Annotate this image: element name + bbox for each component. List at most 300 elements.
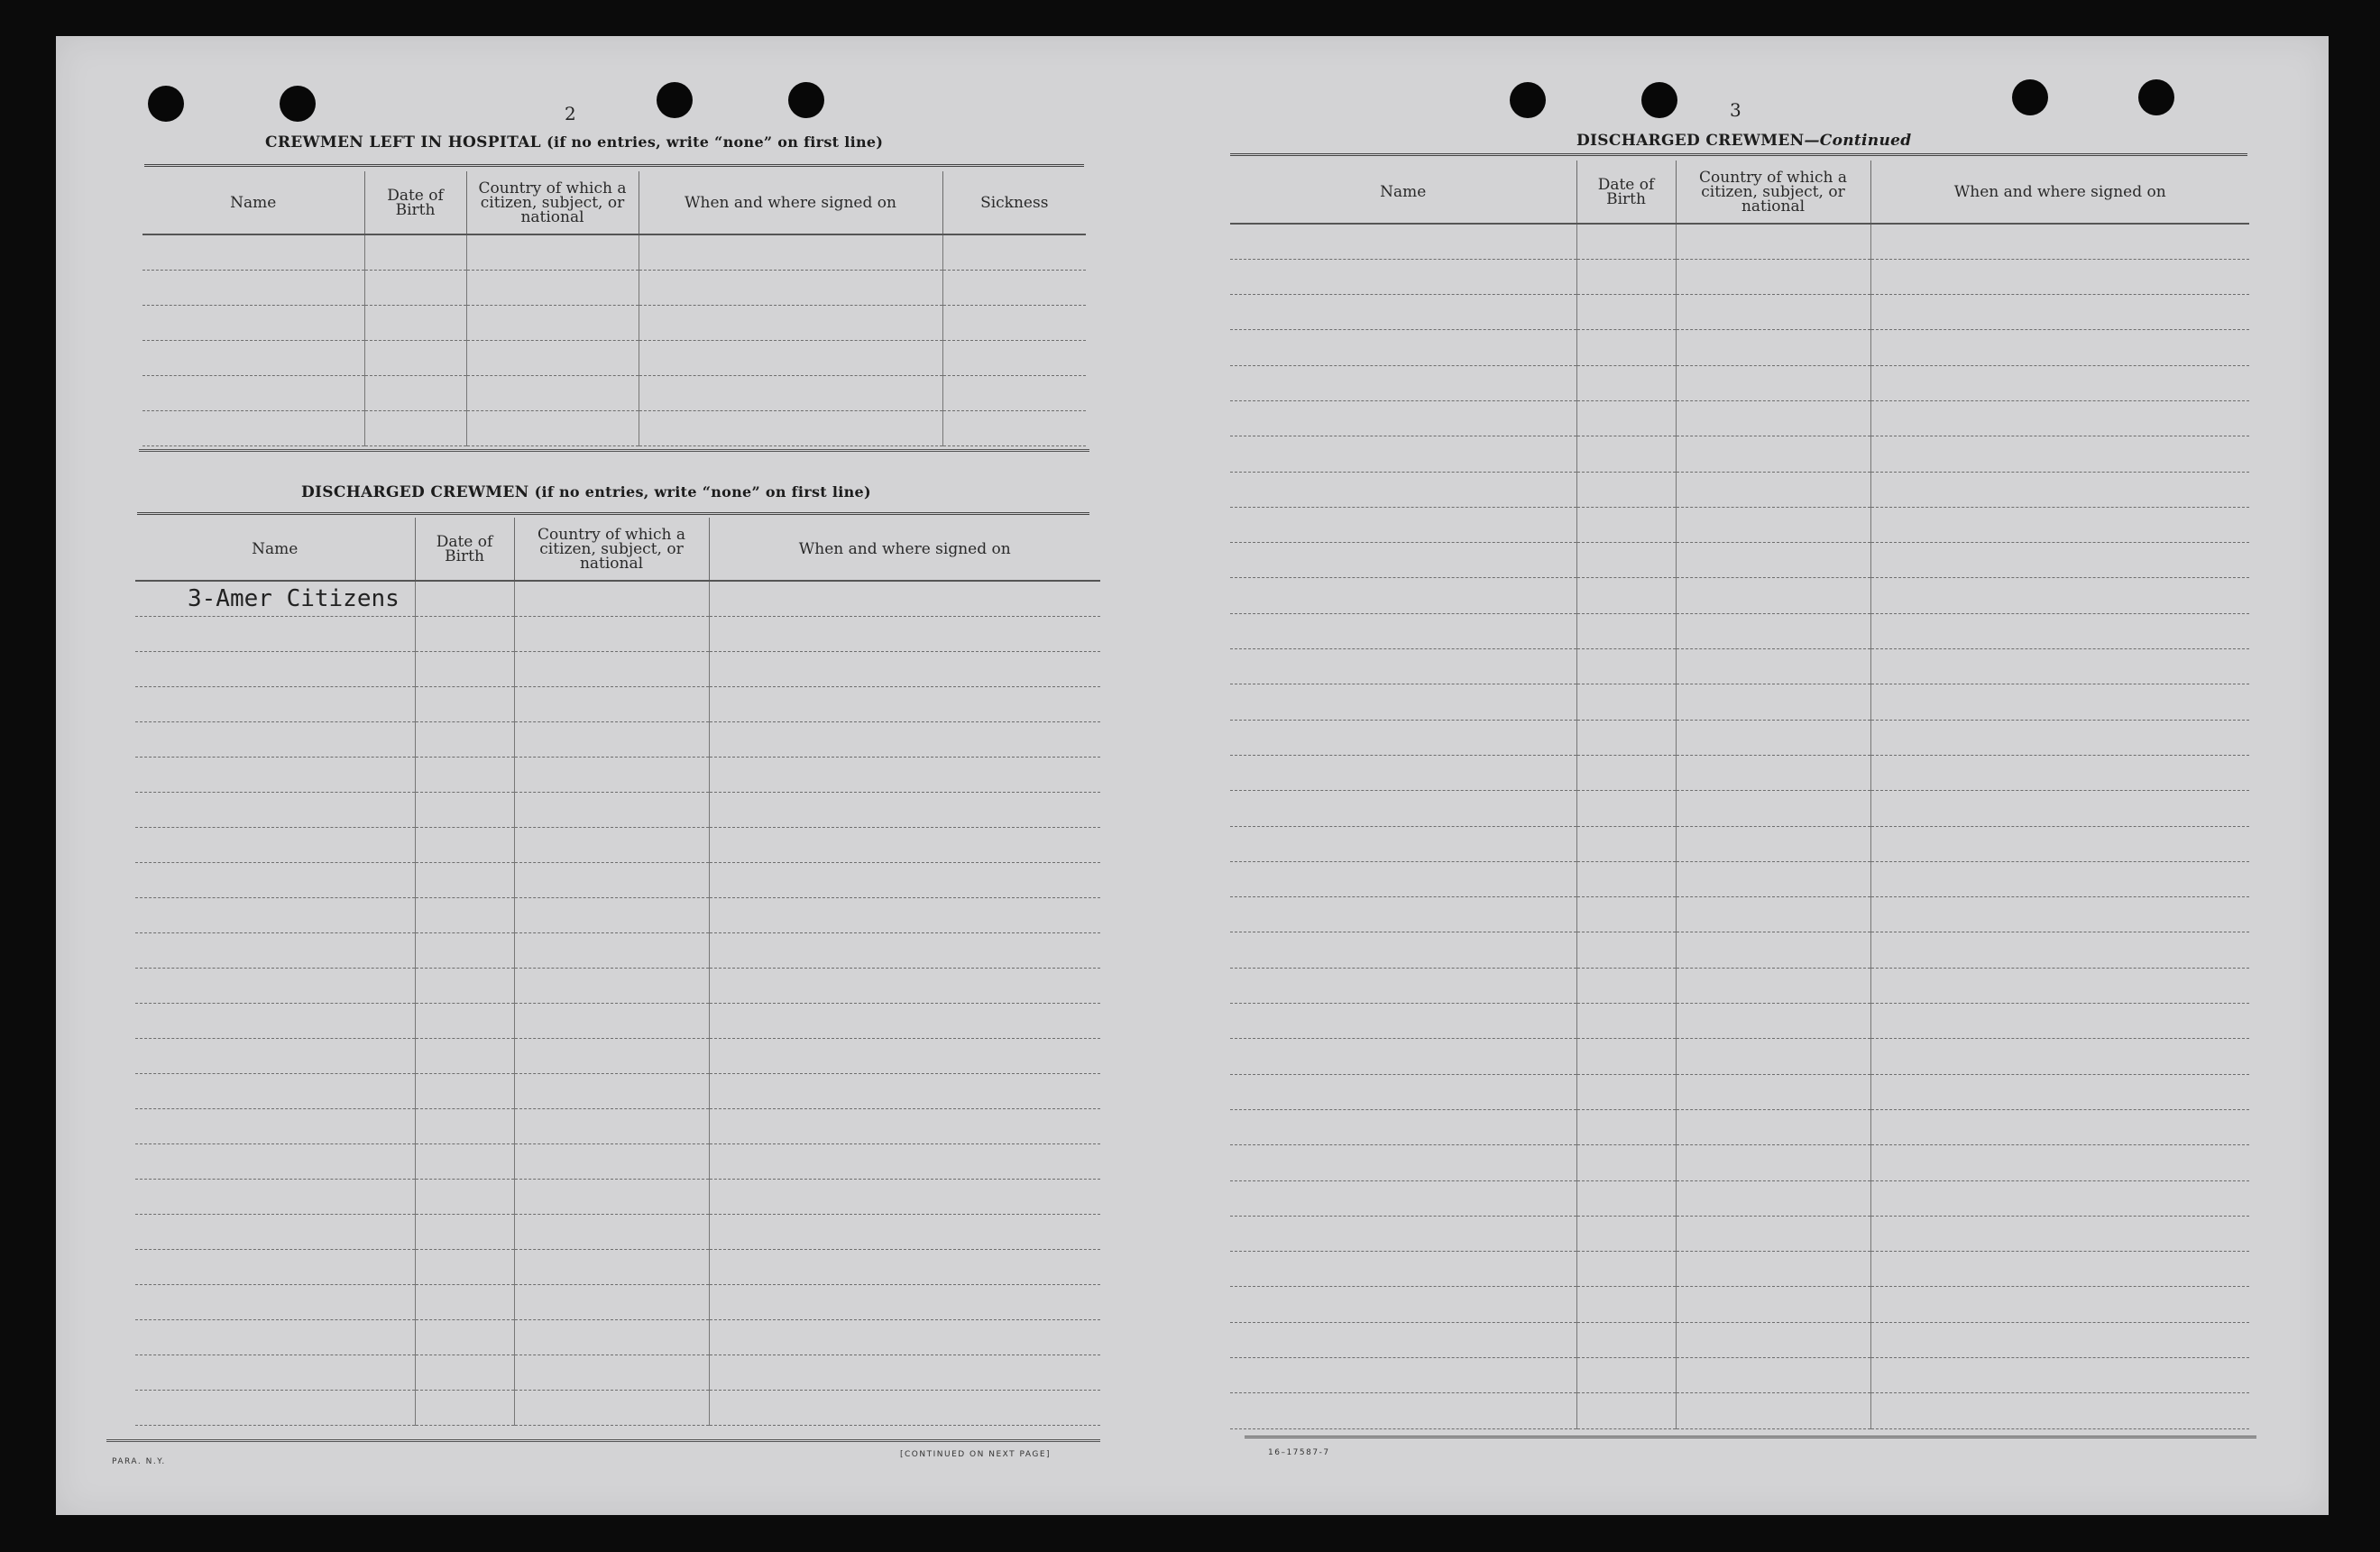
table-cell — [709, 616, 1100, 651]
punch-hole — [1641, 82, 1677, 118]
table-cell — [1230, 1287, 1576, 1322]
table-cell — [514, 616, 709, 651]
table-row — [135, 1143, 1100, 1179]
table-cell — [1230, 1074, 1576, 1109]
table-cell — [1230, 365, 1576, 400]
document-sheet — [56, 36, 2329, 1515]
table-cell — [364, 410, 466, 445]
table-row — [135, 581, 1100, 616]
table-cell — [514, 1003, 709, 1038]
table-cell — [1870, 436, 2249, 472]
table-cell — [1230, 897, 1576, 932]
table-cell — [639, 270, 942, 305]
table-cell — [1870, 1287, 2249, 1322]
table-cell — [1576, 1180, 1676, 1216]
table-row — [135, 1390, 1100, 1425]
footer-printer: PARA. N.Y. — [112, 1457, 166, 1466]
table-cell — [135, 792, 415, 827]
table-cell — [1230, 1252, 1576, 1287]
table-cell — [1576, 932, 1676, 968]
page-number-right: 3 — [1730, 99, 1741, 121]
punch-hole — [788, 82, 824, 118]
table-cell — [1230, 507, 1576, 542]
table-cell — [1676, 400, 1870, 436]
table-row — [1230, 1322, 2249, 1357]
table-cell — [1230, 861, 1576, 896]
table-cell — [709, 1108, 1100, 1143]
table-cell — [709, 686, 1100, 721]
hospital-note: (if no entries, write “none” on first line) — [547, 133, 884, 151]
table-cell — [415, 968, 514, 1003]
table-cell — [1576, 400, 1676, 436]
table-cell — [415, 1179, 514, 1214]
table-row — [142, 305, 1086, 340]
table-cell — [135, 1108, 415, 1143]
table-cell — [1870, 1145, 2249, 1180]
table-cell — [1676, 861, 1870, 896]
table-cell — [1676, 1180, 1870, 1216]
table-row — [1230, 295, 2249, 330]
discharged-header-name: Name — [135, 518, 415, 581]
table-cell — [1230, 1145, 1576, 1180]
table-cell — [1230, 1393, 1576, 1428]
table-cell — [135, 686, 415, 721]
table-cell — [1576, 1393, 1676, 1428]
table-cell — [1676, 791, 1870, 826]
table-cell — [709, 1003, 1100, 1038]
table-cell — [1230, 1039, 1576, 1074]
table-cell — [1576, 897, 1676, 932]
table-cell — [1676, 259, 1870, 294]
table-cell — [1870, 1393, 2249, 1428]
table-row — [135, 862, 1100, 897]
table-cell — [1870, 649, 2249, 684]
right-discharged-table — [1230, 161, 2249, 1429]
table-cell — [1576, 578, 1676, 613]
table-cell — [135, 721, 415, 757]
table-cell — [1676, 968, 1870, 1003]
table-row — [1230, 649, 2249, 684]
table-cell — [1230, 720, 1576, 755]
table-cell — [466, 305, 639, 340]
table-cell — [1870, 224, 2249, 259]
table-cell — [1870, 1216, 2249, 1251]
table-cell — [514, 932, 709, 968]
table-cell — [135, 1038, 415, 1073]
table-cell — [1870, 861, 2249, 896]
right-header-dob: Date of Birth — [1576, 161, 1676, 224]
table-cell — [1870, 472, 2249, 507]
hospital-header-sickness: Sickness — [942, 171, 1086, 234]
table-cell — [942, 340, 1086, 375]
table-cell — [1870, 578, 2249, 613]
table-cell — [1576, 1145, 1676, 1180]
discharged-header-dob: Date of Birth — [415, 518, 514, 581]
table-cell — [466, 410, 639, 445]
table-cell — [1870, 791, 2249, 826]
table-cell — [1230, 1322, 1576, 1357]
table-cell — [1676, 1252, 1870, 1287]
table-cell — [514, 1179, 709, 1214]
table-cell — [1576, 472, 1676, 507]
table-cell — [514, 862, 709, 897]
table-cell — [1676, 1393, 1870, 1428]
table-row — [1230, 578, 2249, 613]
table-row — [142, 410, 1086, 445]
discharged-header-country: Country of which a citizen, subject, or national — [514, 518, 709, 581]
table-cell — [1676, 755, 1870, 790]
table-row — [1230, 365, 2249, 400]
table-row — [135, 1214, 1100, 1249]
table-cell — [135, 1073, 415, 1108]
table-row — [1230, 791, 2249, 826]
table-cell — [135, 1284, 415, 1319]
table-row — [135, 1284, 1100, 1319]
table-cell — [1230, 968, 1576, 1003]
punch-hole — [148, 86, 184, 122]
table-cell — [709, 757, 1100, 792]
table-cell — [364, 375, 466, 410]
table-row — [135, 651, 1100, 686]
table-cell — [709, 1179, 1100, 1214]
hospital-header-name: Name — [142, 171, 364, 234]
table-cell — [135, 1249, 415, 1284]
punch-hole — [2012, 79, 2048, 115]
table-cell — [1230, 649, 1576, 684]
table-cell — [709, 1143, 1100, 1179]
footer-form-number: 16–17587-7 — [1268, 1448, 1330, 1457]
table-cell — [709, 968, 1100, 1003]
table-cell — [415, 897, 514, 932]
table-cell — [415, 1214, 514, 1249]
table-cell — [1576, 1039, 1676, 1074]
table-cell — [142, 305, 364, 340]
table-row — [142, 375, 1086, 410]
table-cell — [514, 1355, 709, 1390]
table-row — [135, 1108, 1100, 1143]
table-cell — [514, 757, 709, 792]
table-row — [142, 270, 1086, 305]
table-cell — [709, 1390, 1100, 1425]
table-row — [1230, 1393, 2249, 1428]
table-cell — [1230, 613, 1576, 648]
table-row — [135, 1038, 1100, 1073]
discharged-bottom-rule — [106, 1439, 1100, 1442]
table-row — [1230, 1358, 2249, 1393]
table-cell — [1676, 507, 1870, 542]
table-cell — [415, 1003, 514, 1038]
discharged-title: DISCHARGED CREWMEN — [301, 483, 529, 501]
table-cell — [1576, 968, 1676, 1003]
table-cell — [709, 897, 1100, 932]
table-cell — [639, 410, 942, 445]
table-cell — [1870, 295, 2249, 330]
table-cell — [1230, 400, 1576, 436]
table-cell — [514, 721, 709, 757]
table-cell — [1870, 1322, 2249, 1357]
table-cell — [1576, 224, 1676, 259]
table-cell — [135, 757, 415, 792]
table-cell — [514, 1249, 709, 1284]
table-cell — [1676, 578, 1870, 613]
table-cell — [1576, 1216, 1676, 1251]
table-cell — [142, 340, 364, 375]
table-cell — [1676, 1074, 1870, 1109]
table-row — [135, 827, 1100, 862]
table-cell — [415, 581, 514, 616]
table-row — [1230, 1180, 2249, 1216]
table-row — [1230, 259, 2249, 294]
table-cell — [135, 1143, 415, 1179]
table-cell — [1870, 1004, 2249, 1039]
table-cell — [514, 1284, 709, 1319]
table-cell — [135, 616, 415, 651]
table-cell — [135, 1319, 415, 1355]
table-cell — [514, 897, 709, 932]
table-cell — [1576, 1358, 1676, 1393]
table-cell — [639, 234, 942, 270]
table-row — [1230, 543, 2249, 578]
table-cell — [415, 651, 514, 686]
first-entry-text: 3-Amer Citizens — [135, 581, 415, 616]
right-header-name: Name — [1230, 161, 1576, 224]
table-cell — [1230, 826, 1576, 861]
table-cell — [514, 1214, 709, 1249]
table-cell — [1676, 543, 1870, 578]
table-cell — [1676, 684, 1870, 720]
right-title-continued: —Continued — [1804, 132, 1912, 150]
table-cell — [1870, 897, 2249, 932]
table-cell — [709, 792, 1100, 827]
table-cell — [1230, 578, 1576, 613]
table-cell — [1676, 932, 1870, 968]
table-cell — [1230, 684, 1576, 720]
table-row — [135, 792, 1100, 827]
footer-continued: [CONTINUED ON NEXT PAGE] — [900, 1450, 1052, 1459]
punch-hole — [657, 82, 693, 118]
table-row — [1230, 330, 2249, 365]
table-cell — [1676, 472, 1870, 507]
table-cell — [1230, 1358, 1576, 1393]
table-cell — [709, 932, 1100, 968]
table-cell — [1676, 897, 1870, 932]
table-cell — [1676, 1145, 1870, 1180]
table-cell — [1576, 791, 1676, 826]
table-cell — [1870, 365, 2249, 400]
punch-hole — [280, 86, 316, 122]
table-cell — [415, 686, 514, 721]
table-cell — [942, 270, 1086, 305]
right-header-signed: When and where signed on — [1870, 161, 2249, 224]
table-cell — [1576, 259, 1676, 294]
table-row — [1230, 1074, 2249, 1109]
table-row — [135, 932, 1100, 968]
punch-hole — [1510, 82, 1546, 118]
table-cell — [1230, 1216, 1576, 1251]
table-cell — [1676, 1109, 1870, 1144]
table-row — [1230, 826, 2249, 861]
table-cell — [514, 1038, 709, 1073]
table-cell — [1676, 720, 1870, 755]
table-cell — [709, 1214, 1100, 1249]
table-cell — [1676, 1358, 1870, 1393]
table-cell — [1576, 543, 1676, 578]
table-cell — [1870, 684, 2249, 720]
discharged-top-rule — [137, 512, 1089, 515]
table-cell — [415, 827, 514, 862]
table-cell — [942, 234, 1086, 270]
table-cell — [1870, 826, 2249, 861]
table-row — [135, 1179, 1100, 1214]
table-cell — [1676, 1287, 1870, 1322]
table-row — [135, 616, 1100, 651]
table-cell — [1676, 1322, 1870, 1357]
table-row — [135, 757, 1100, 792]
hospital-bottom-rule — [139, 449, 1089, 452]
table-cell — [709, 1319, 1100, 1355]
table-cell — [1576, 720, 1676, 755]
table-row — [1230, 507, 2249, 542]
table-cell — [514, 827, 709, 862]
table-cell — [639, 305, 942, 340]
table-cell — [709, 1038, 1100, 1073]
table-row — [1230, 472, 2249, 507]
table-cell — [1870, 400, 2249, 436]
table-cell — [1230, 791, 1576, 826]
table-cell — [1230, 1180, 1576, 1216]
table-cell — [1870, 613, 2249, 648]
table-row — [135, 1249, 1100, 1284]
table-cell — [1230, 543, 1576, 578]
hospital-top-rule — [144, 164, 1084, 167]
punch-hole — [2138, 79, 2174, 115]
table-cell — [1576, 295, 1676, 330]
table-cell — [1870, 543, 2249, 578]
table-cell — [1576, 826, 1676, 861]
table-row — [1230, 224, 2249, 259]
table-cell — [466, 375, 639, 410]
table-cell — [709, 721, 1100, 757]
table-cell — [1870, 259, 2249, 294]
table-cell — [514, 651, 709, 686]
table-row — [1230, 1109, 2249, 1144]
table-row — [1230, 1039, 2249, 1074]
table-row — [1230, 684, 2249, 720]
table-cell — [1576, 1004, 1676, 1039]
table-cell — [1230, 295, 1576, 330]
table-cell — [514, 1143, 709, 1179]
table-cell — [415, 1073, 514, 1108]
table-cell — [415, 1355, 514, 1390]
table-cell — [639, 340, 942, 375]
table-cell — [1230, 472, 1576, 507]
table-cell — [135, 1179, 415, 1214]
table-cell — [1870, 1358, 2249, 1393]
right-top-rule — [1230, 153, 2247, 156]
table-cell — [135, 827, 415, 862]
table-cell — [1230, 436, 1576, 472]
table-cell — [1870, 1180, 2249, 1216]
table-cell — [1576, 507, 1676, 542]
table-cell — [142, 410, 364, 445]
table-cell — [135, 968, 415, 1003]
table-row — [135, 721, 1100, 757]
table-cell — [1576, 1252, 1676, 1287]
table-cell — [1676, 826, 1870, 861]
table-row — [1230, 897, 2249, 932]
table-cell — [1576, 1109, 1676, 1144]
table-cell — [1230, 259, 1576, 294]
table-row — [1230, 755, 2249, 790]
table-row — [135, 897, 1100, 932]
table-cell — [709, 1073, 1100, 1108]
table-row — [1230, 1145, 2249, 1180]
table-cell — [415, 1284, 514, 1319]
hospital-header-dob: Date of Birth — [364, 171, 466, 234]
table-cell — [514, 1073, 709, 1108]
discharged-header-signed: When and where signed on — [709, 518, 1100, 581]
table-cell — [1576, 684, 1676, 720]
table-cell — [1676, 330, 1870, 365]
table-cell — [1676, 649, 1870, 684]
table-cell — [709, 581, 1100, 616]
hospital-header-country: Country of which a citizen, subject, or national — [466, 171, 639, 234]
table-cell — [514, 1319, 709, 1355]
table-cell — [1230, 1004, 1576, 1039]
table-cell — [364, 270, 466, 305]
table-cell — [1576, 649, 1676, 684]
table-cell — [135, 897, 415, 932]
table-cell — [1576, 436, 1676, 472]
table-cell — [709, 862, 1100, 897]
table-cell — [1870, 755, 2249, 790]
table-row — [135, 1355, 1100, 1390]
table-cell — [709, 1355, 1100, 1390]
table-cell — [1576, 861, 1676, 896]
page-number-left: 2 — [565, 103, 576, 124]
table-cell — [1230, 330, 1576, 365]
discharged-section-title — [301, 483, 871, 501]
table-cell — [135, 1214, 415, 1249]
table-cell — [364, 340, 466, 375]
table-row — [135, 686, 1100, 721]
table-cell — [1676, 613, 1870, 648]
table-cell — [1230, 932, 1576, 968]
table-cell — [1576, 1074, 1676, 1109]
table-cell — [415, 792, 514, 827]
table-row — [1230, 400, 2249, 436]
table-cell — [415, 1319, 514, 1355]
right-title: DISCHARGED CREWMEN — [1576, 132, 1805, 150]
table-cell — [415, 1143, 514, 1179]
table-cell — [1576, 1287, 1676, 1322]
table-cell — [1676, 1216, 1870, 1251]
hospital-header-signed: When and where signed on — [639, 171, 942, 234]
table-cell — [1676, 1004, 1870, 1039]
table-row — [135, 1073, 1100, 1108]
table-cell — [1576, 613, 1676, 648]
table-cell — [135, 1390, 415, 1425]
discharged-note: (if no entries, write “none” on first line) — [534, 483, 871, 500]
table-cell — [415, 1108, 514, 1143]
table-cell — [709, 1249, 1100, 1284]
hospital-section-title — [265, 133, 883, 152]
table-cell — [415, 1249, 514, 1284]
table-row — [1230, 720, 2249, 755]
table-cell — [364, 234, 466, 270]
table-row — [135, 1319, 1100, 1355]
table-cell — [415, 1390, 514, 1425]
